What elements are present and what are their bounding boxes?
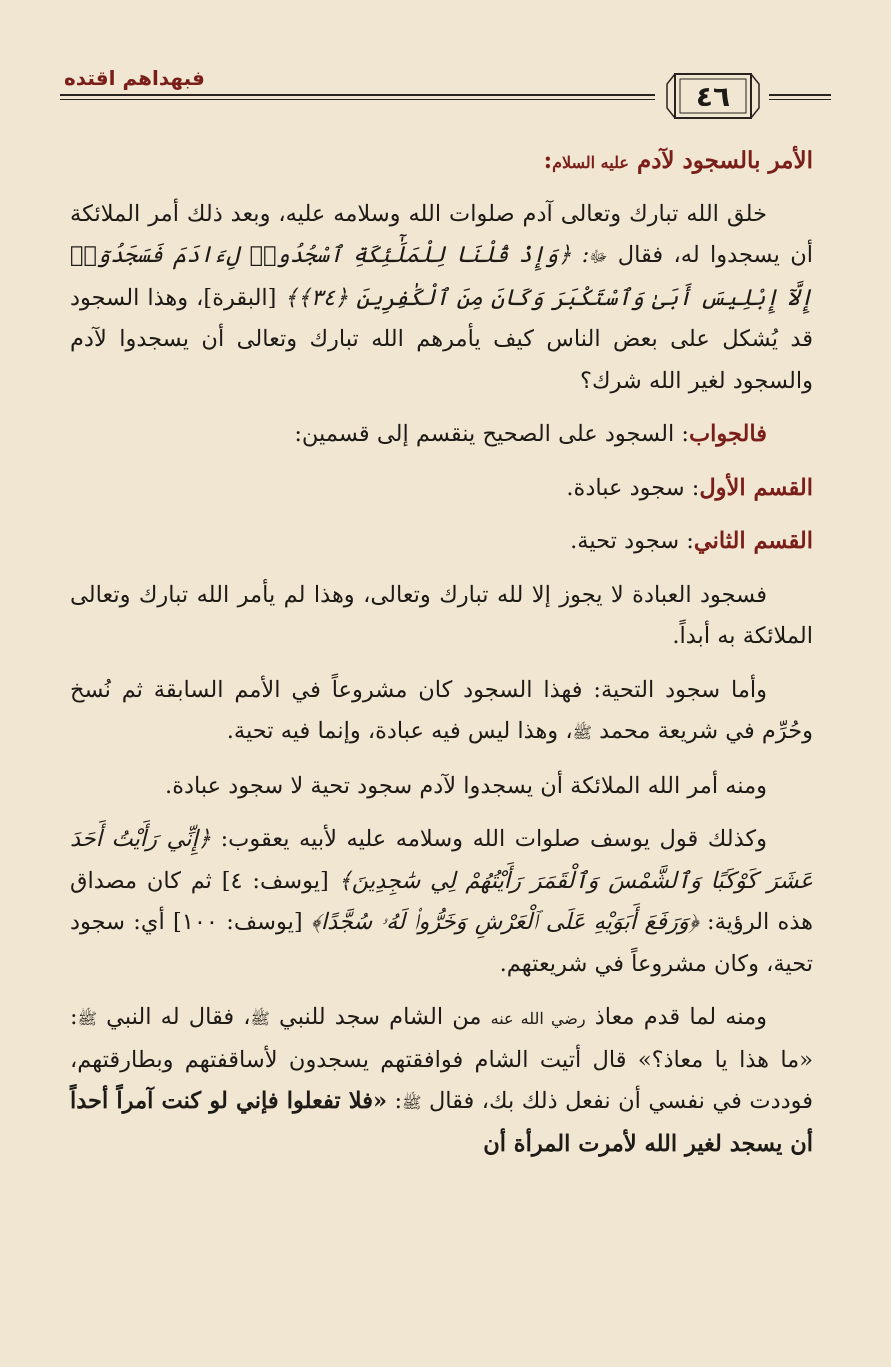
- page-number: ٤٦: [695, 80, 731, 113]
- paragraph: خلق الله تبارك وتعالى آدم صلوات الله وسلامه عليه، وبعد ذلك أمر الملائكة أن يسجدوا له، فقال ﷻ: ﴿وَإِذْ قُلْنَا لِلْمَلَٰٓئِكَةِ ٱسْجُدُوا۟ لِءَادَمَ فَسَجَدُوٓا۟ إِلَّآ إِبْلِيسَ أَبَىٰ وَٱسْتَكْبَرَ وَكَانَ مِنَ ٱلْكَٰفِرِينَ ﴿٣٤﴾﴾ [البقرة]، وهذا السجود قد يُشكل على بعض الناس كيف يأمرهم الله تبارك وتعالى أن يسجدوا لآدم والسجود لغير الله شرك؟: [70, 200, 813, 394]
- section-title: الأمر بالسجود لآدم عليه السلام:: [543, 147, 813, 174]
- honorific: ﷺ: [572, 723, 592, 742]
- honorific: رضي الله عنه: [490, 1009, 586, 1028]
- paragraph: وكذلك قول يوسف صلوات الله وسلامه عليه لأبيه يعقوب: ﴿إِنِّي رَأَيْتُ أَحَدَ عَشَرَ كَوْكَبًا وَٱلشَّمْسَ وَٱلْقَمَرَ رَأَيْتُهُمْ لِي سَٰجِدِينَ﴾ [يوسف: ٤] ثم كان مصداق هذه الرؤية: ﴿وَرَفَعَ أَبَوَيْهِ عَلَى ٱلْعَرْشِ وَخَرُّوا۟ لَهُۥ سُجَّدًا﴾ [يوسف: ١٠٠] أي: سجود تحية، وكان مشروعاً في شريعتهم.: [70, 826, 813, 977]
- honorific: ﷺ: [250, 1009, 270, 1028]
- paragraph: ومنه أمر الله الملائكة أن يسجدوا لآدم سجود تحية لا سجود عبادة.: [165, 772, 767, 799]
- hadith-quote: «فلا تفعلوا فإني لو كنت آمراً أحداً أن يسجد لغير الله لأمرت المرأة أن: [70, 1088, 813, 1157]
- page-number-frame: [665, 68, 761, 124]
- first-type-label: القسم الأول: [699, 474, 813, 501]
- quran-verse: ﴿وَرَفَعَ أَبَوَيْهِ عَلَى ٱلْعَرْشِ وَخَرُّوا۟ لَهُۥ سُجَّدًا﴾: [310, 909, 699, 935]
- paragraph: فالجواب: السجود على الصحيح ينقسم إلى قسمين:: [294, 421, 767, 447]
- header-rule: [60, 94, 655, 100]
- running-book-title: فبهداهم اقتده: [64, 66, 205, 90]
- quran-verse: : ﴿وَإِذْ قُلْنَا لِلْمَلَٰٓئِكَةِ ٱسْجُدُوا۟ لِءَادَمَ فَسَجَدُوٓا۟ إِلَّآ إِبْلِيسَ أَبَىٰ وَٱسْتَكْبَرَ وَكَانَ مِنَ ٱلْكَٰفِرِينَ ﴿٣٤﴾﴾: [70, 242, 813, 311]
- second-type-label: القسم الثاني: [693, 528, 813, 554]
- honorific: ﷺ: [402, 1093, 422, 1112]
- honorific: ﷺ: [77, 1009, 97, 1028]
- quran-verse: ﴿إِنِّي رَأَيْتُ أَحَدَ عَشَرَ كَوْكَبًا وَٱلشَّمْسَ وَٱلْقَمَرَ رَأَيْتُهُمْ لِي سَٰجِدِينَ﴾: [70, 826, 813, 894]
- paragraph: القسم الثاني: سجود تحية.: [570, 528, 813, 554]
- paragraph: وأما سجود التحية: فهذا السجود كان مشروعاً في الأمم السابقة ثم نُسخ وحُرِّم في شريعة محمد ﷺ، وهذا ليس فيه عبادة، وإنما فيه تحية.: [70, 676, 813, 744]
- paragraph: فسجود العبادة لا يجوز إلا لله تبارك وتعالى، وهذا لم يأمر الله تبارك وتعالى الملائكة به أبداً.: [70, 581, 813, 649]
- answer-label: فالجواب: [688, 421, 767, 447]
- paragraph: القسم الأول: سجود عبادة.: [566, 474, 813, 501]
- honorific: عليه السلام: [552, 153, 629, 172]
- header-rule-short: [769, 94, 831, 100]
- paragraph: ومنه لما قدم معاذ رضي الله عنه من الشام سجد للنبي ﷺ، فقال له النبي ﷺ: «ما هذا يا معاذ؟» قال أتيت الشام فوافقتهم يسجدون لأساقفتهم وبطارقتهم، فوددت في نفسي أن نفعل ذلك بك، فقال ﷺ: «فلا تفعلوا فإني لو كنت آمراً أحداً أن يسجد لغير الله لأمرت المرأة أن: [70, 1004, 813, 1157]
- honorific: ﷻ: [589, 247, 608, 266]
- page-header: [60, 60, 831, 130]
- page-body: [70, 140, 813, 1177]
